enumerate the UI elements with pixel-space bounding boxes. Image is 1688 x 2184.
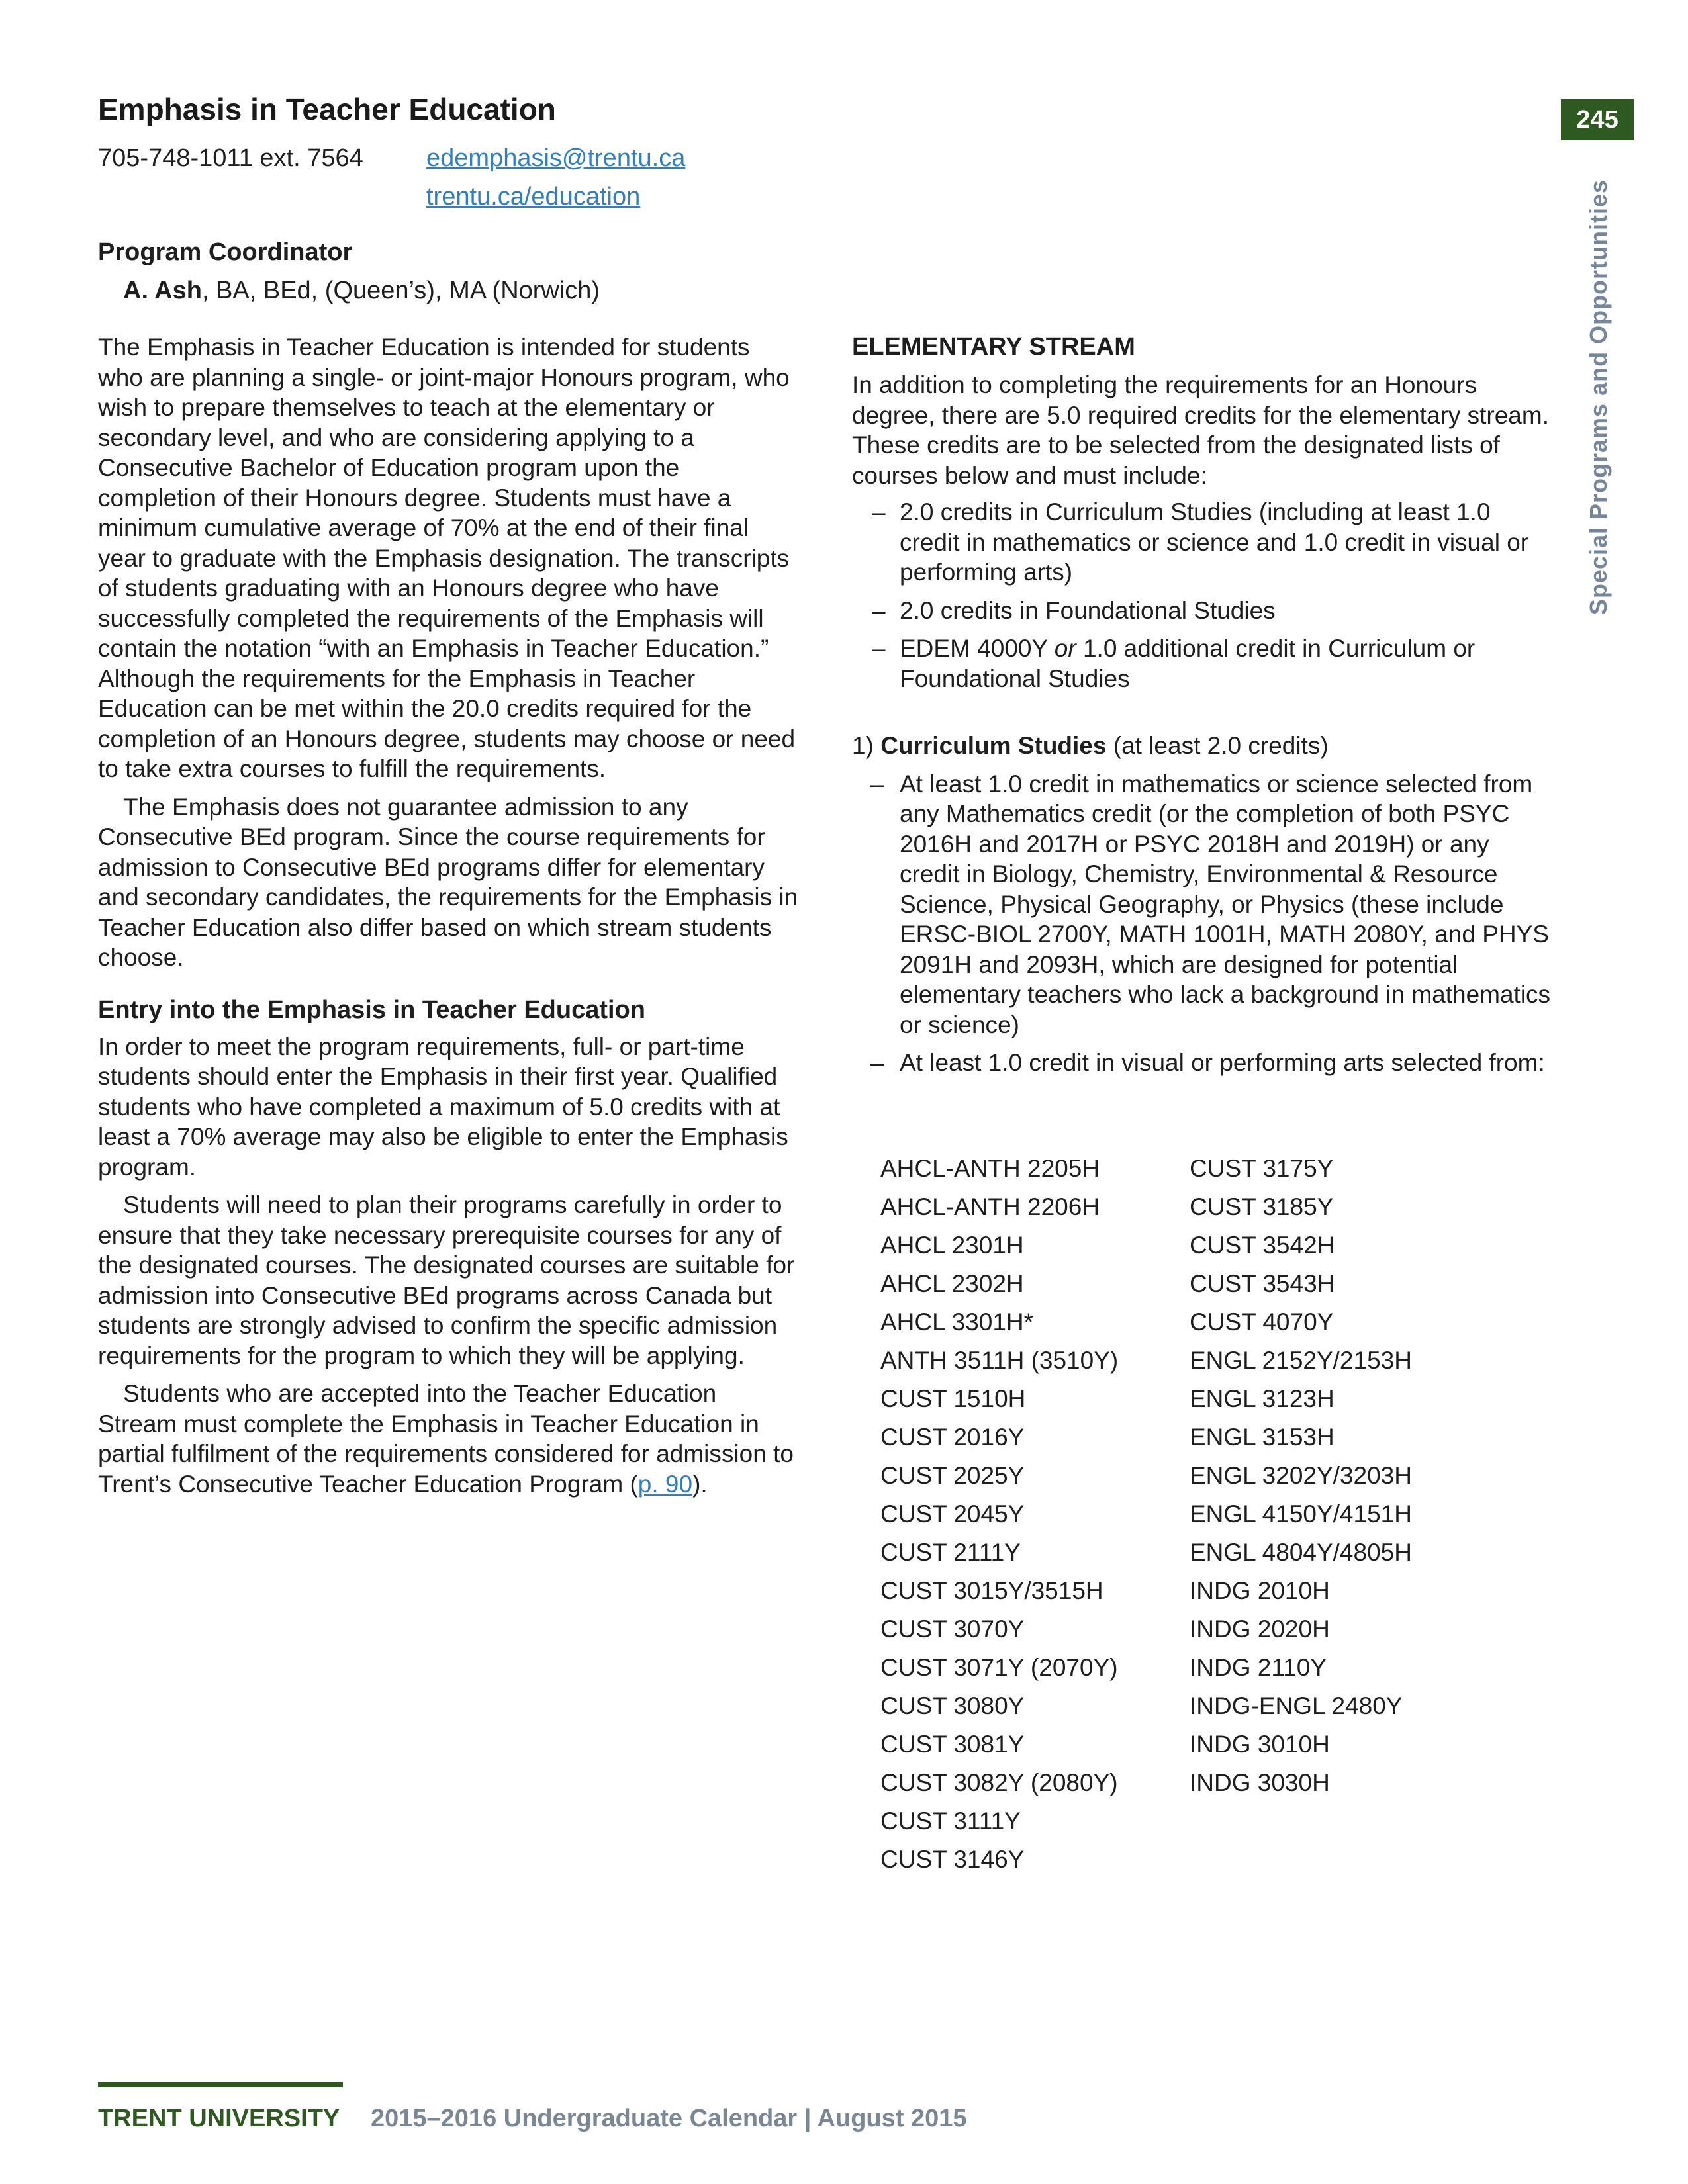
curriculum-list — [852, 769, 1554, 1078]
list-item-or: or — [1054, 635, 1076, 662]
course-item: CUST 3146Y — [880, 1846, 1025, 1873]
page-90-link[interactable]: p. 90 — [637, 1470, 693, 1498]
footer-calendar: 2015–2016 Undergraduate Calendar | August 2015 — [371, 2105, 967, 2132]
course-item: CUST 3111Y — [880, 1807, 1021, 1835]
footer-university: TRENT UNIVERSITY — [98, 2105, 340, 2132]
course-item: AHCL-ANTH 2206H — [880, 1193, 1100, 1220]
course-item: ENGL 3202Y/3203H — [1190, 1462, 1412, 1489]
course-item: INDG 2010H — [1190, 1577, 1330, 1604]
dash-marker: – — [870, 770, 884, 797]
course-item: CUST 3015Y/3515H — [880, 1577, 1103, 1604]
entry-paragraph-2: Students will need to plan their programs carefully in order to ensure that they take necessary prerequisite courses for any of the designated courses. The designated courses are suitable for admission into Consecutive BEd programs across Canada but students are strongly advised to confirm the specific admission requirements for the program to which they will be applying. — [98, 1191, 795, 1369]
list-item — [852, 633, 1554, 694]
dash-marker: – — [872, 596, 886, 624]
elementary-requirements-list — [852, 497, 1554, 694]
course-item: CUST 3071Y (2070Y) — [880, 1654, 1118, 1681]
section-side-label: Special Programs and Opportunities — [1585, 179, 1612, 615]
course-item: INDG 3030H — [1190, 1769, 1330, 1796]
list-item-text-a: EDEM 4000Y — [900, 635, 1055, 662]
course-item: ENGL 4150Y/4151H — [1190, 1500, 1412, 1527]
course-item: CUST 2045Y — [880, 1500, 1025, 1527]
course-item: CUST 3081Y — [880, 1731, 1025, 1758]
list-item-text-b: 1.0 additional credit in Curriculum or Foundational Studies — [900, 635, 1476, 692]
entry-paragraph-1: In order to meet the program requirements, full- or part-time students should enter the Emphasis in their first year. Qualified students who have completed a maximum of 5.0 credits with at least a 70% average may also be eligible to enter the Emphasis program. — [98, 1032, 788, 1181]
course-item: CUST 3080Y — [880, 1692, 1025, 1719]
list-item — [852, 1048, 1554, 1078]
course-item: CUST 3543H — [1190, 1270, 1335, 1297]
coordinator-line — [123, 277, 600, 305]
course-item: INDG-ENGL 2480Y — [1190, 1692, 1403, 1719]
curriculum-note: (at least 2.0 credits) — [1106, 732, 1329, 759]
entry-paragraph-3-end: ). — [692, 1470, 708, 1498]
course-item: CUST 2111Y — [880, 1539, 1021, 1566]
entry-paragraph-3-text: Students who are accepted into the Teacher Education Stream must complete the Emphasis in Teacher Education in partial fulfilment of the requirements considered for admission to Trent’s Consecutive Teacher Education Program ( — [98, 1380, 794, 1498]
dash-marker: – — [870, 1049, 884, 1076]
intro-paragraph-2: The Emphasis does not guarantee admission to any Consecutive BEd program. Since the course requirements for admission to Consecutive BEd programs differ for elementary and secondary candidates, the requirements for the Emphasis in Teacher Education also differ based on which stream students choose. — [98, 793, 798, 971]
left-column — [98, 332, 800, 1499]
list-item — [852, 596, 1554, 626]
course-item: AHCL 2302H — [880, 1270, 1024, 1297]
list-item — [852, 497, 1554, 588]
course-item: ENGL 3123H — [1190, 1385, 1335, 1412]
course-item: CUST 3070Y — [880, 1615, 1025, 1643]
elementary-stream-heading: ELEMENTARY STREAM — [852, 333, 1135, 361]
entry-heading: Entry into the Emphasis in Teacher Education — [98, 995, 646, 1024]
course-item: CUST 3185Y — [1190, 1193, 1334, 1220]
page-number-badge: 245 — [1561, 99, 1634, 140]
coordinator-credentials: , BA, BEd, (Queen’s), MA (Norwich) — [201, 277, 600, 304]
course-item: CUST 2016Y — [880, 1424, 1025, 1451]
contact-email-link[interactable]: edemphasis@trentu.ca — [426, 144, 686, 172]
course-item: ENGL 4804Y/4805H — [1190, 1539, 1412, 1566]
coordinator-heading: Program Coordinator — [98, 238, 353, 266]
dash-marker: – — [872, 635, 886, 662]
footer-rule — [98, 2082, 343, 2087]
coordinator-name: A. Ash — [123, 277, 202, 304]
course-item: CUST 3175Y — [1190, 1155, 1334, 1182]
list-item-text: 2.0 credits in Foundational Studies — [900, 596, 1276, 624]
curriculum-studies-heading — [852, 731, 1554, 761]
dash-marker: – — [872, 498, 886, 525]
course-item: AHCL-ANTH 2205H — [880, 1155, 1100, 1182]
course-item: ENGL 2152Y/2153H — [1190, 1347, 1412, 1374]
right-column — [852, 332, 1554, 1086]
curriculum-number: 1) — [852, 732, 881, 759]
curriculum-title: Curriculum Studies — [880, 732, 1107, 759]
course-item: AHCL 3301H* — [880, 1308, 1034, 1336]
course-item: CUST 4070Y — [1190, 1308, 1334, 1336]
contact-phone: 705-748-1011 ext. 7564 — [98, 144, 363, 172]
list-item-text: 2.0 credits in Curriculum Studies (including at least 1.0 credit in mathematics or science and 1.0 credit in visual or performing arts) — [900, 498, 1529, 586]
course-item: CUST 1510H — [880, 1385, 1026, 1412]
course-item: CUST 3082Y (2080Y) — [880, 1769, 1118, 1796]
course-item: INDG 2020H — [1190, 1615, 1330, 1643]
page-title: Emphasis in Teacher Education — [98, 92, 556, 126]
course-item: CUST 2025Y — [880, 1462, 1025, 1489]
course-list-right — [1190, 1150, 1412, 1802]
course-item: AHCL 2301H — [880, 1232, 1024, 1259]
course-item: ANTH 3511H (3510Y) — [880, 1347, 1119, 1374]
list-item-text: At least 1.0 credit in visual or performing arts selected from: — [900, 1049, 1545, 1076]
course-item: CUST 3542H — [1190, 1232, 1335, 1259]
elementary-intro: In addition to completing the requirements for an Honours degree, there are 5.0 required credits for the elementary stream. These credits are to be selected from the designated lists of courses below and must include: — [852, 371, 1549, 489]
course-item: ENGL 3153H — [1190, 1424, 1335, 1451]
course-item: INDG 2110Y — [1190, 1654, 1327, 1681]
list-item-text: At least 1.0 credit in mathematics or science selected from any Mathematics credit (or the completion of both PSYC 2016H and 2017H or PSYC 2018H and 2019H) or any credit in Biology, Chemistry, Environmental & Resource Science, Physical Geography, or Physics (these include ERSC-BIOL 2700Y, MATH 1001H, MATH 2080Y, and PHYS 2091H and 2093H, which are designed for potential elementary teachers who lack a background in mathematics or science) — [900, 770, 1551, 1038]
entry-paragraph-3 — [98, 1379, 800, 1499]
course-list-left — [880, 1150, 1118, 1879]
list-item — [852, 769, 1554, 1040]
course-item: INDG 3010H — [1190, 1731, 1330, 1758]
intro-paragraph-1: The Emphasis in Teacher Education is intended for students who are planning a single- or joint-major Honours program, who wish to prepare themselves to teach at the elementary or secondary level, and who are considering applying to a Consecutive Bachelor of Education program upon the completion of their Honours degree. Students must have a minimum cumulative average of 70% at the end of their final year to graduate with the Emphasis designation. The transcripts of students graduating with an Honours degree who have successfully completed the requirements of the Emphasis will contain the notation “with an Emphasis in Teacher Education.” Although the requirements for the Emphasis in Teacher Education can be met within the 20.0 credits required for the completion of an Honours degree, students may choose or need to take extra courses to fulfill the requirements. — [98, 334, 796, 782]
contact-website-link[interactable]: trentu.ca/education — [426, 183, 641, 210]
